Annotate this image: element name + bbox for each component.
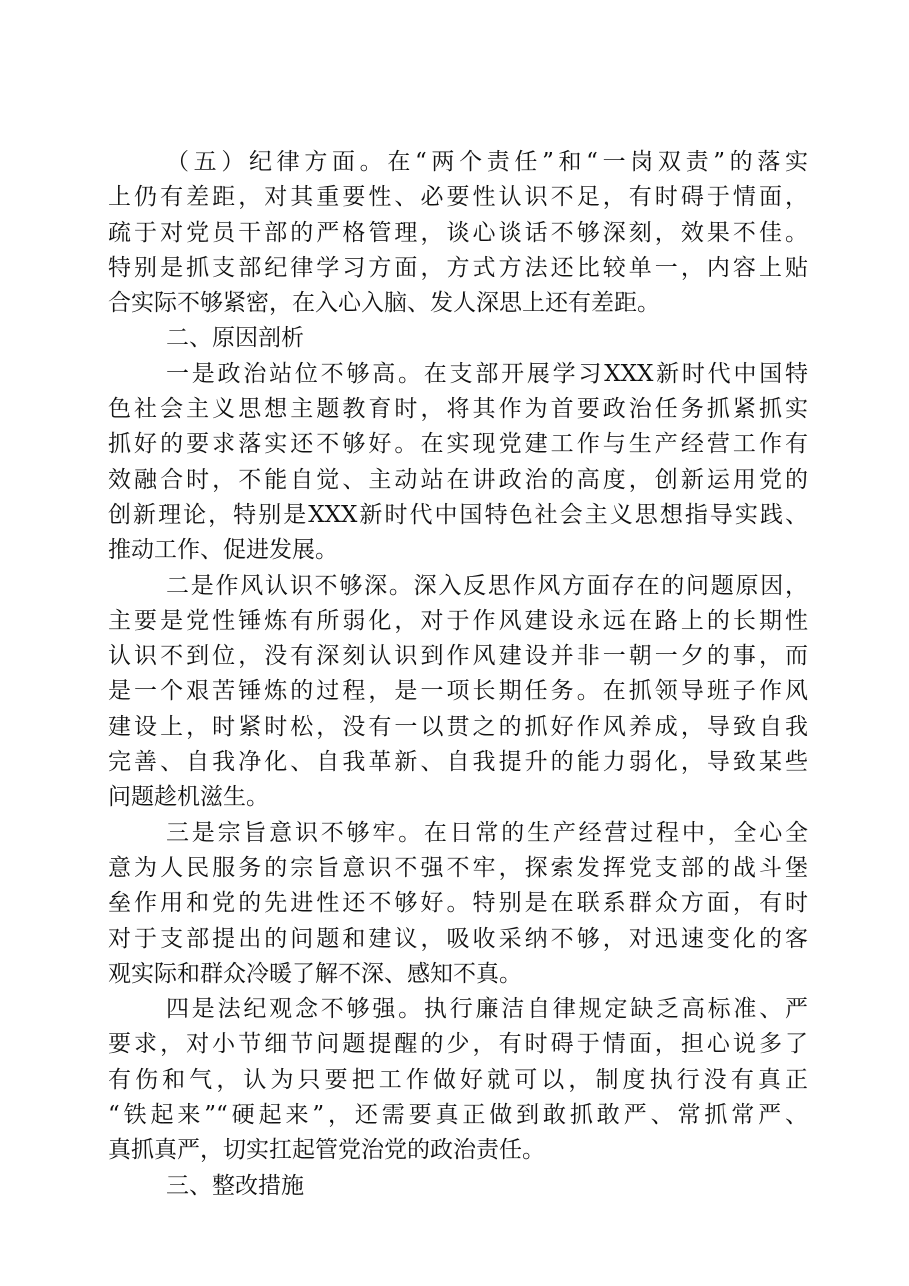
paragraph-work-style bbox=[108, 569, 808, 816]
paragraph-discipline bbox=[108, 145, 808, 321]
section-heading-cause-analysis bbox=[108, 321, 808, 356]
paragraph-law-discipline bbox=[108, 992, 808, 1168]
text-line: 上仍有差距，对其重要性、必要性认识不足，有时碍于情面， bbox=[108, 184, 808, 211]
section-heading-rectification bbox=[108, 1169, 808, 1204]
text-line: 四是法纪观念不够强。执行廉洁自律规定缺乏高标准、严 bbox=[166, 996, 808, 1023]
text-line: 垒作用和党的先进性还不够好。特别是在联系群众方面，有时 bbox=[108, 890, 808, 917]
text-line: 特别是抓支部纪律学习方面，方式方法还比较单一，内容上贴 bbox=[108, 254, 808, 281]
text-line: 效融合时，不能自觉、主动站在讲政治的高度，创新运用党的 bbox=[108, 466, 808, 493]
text-line: 合实际不够紧密，在入心入脑、发人深思上还有差距。 bbox=[108, 290, 660, 317]
text-line: 认识不到位，没有深刻认识到作风建设并非一朝一夕的事，而 bbox=[108, 643, 808, 670]
paragraph-political-stance bbox=[108, 357, 808, 569]
text-line: 色社会主义思想主题教育时，将其作为首要政治任务抓紧抓实 bbox=[108, 396, 808, 423]
text-line: 主要是党性锤炼有所弱化，对于作风建设永远在路上的长期性 bbox=[108, 607, 808, 634]
text-line: 是一个艰苦锤炼的过程，是一项长期任务。在抓领导班子作风 bbox=[108, 678, 808, 705]
text-line: 一是政治站位不够高。在支部开展学习XXX新时代中国特 bbox=[166, 360, 808, 387]
text-line: 要求，对小节细节问题提醒的少，有时碍于情面，担心说多了 bbox=[108, 1031, 808, 1058]
text-line: 对于支部提出的问题和建议，吸收采纳不够，对迅速变化的客 bbox=[108, 925, 808, 952]
heading-text: 二、原因剖析 bbox=[166, 325, 304, 352]
text-line: 完善、自我净化、自我革新、自我提升的能力弱化，导致某些 bbox=[108, 749, 808, 776]
text-line: 推动工作、促进发展。 bbox=[108, 537, 338, 564]
text-line: 二是作风认识不够深。深入反思作风方面存在的问题原因， bbox=[166, 572, 808, 599]
text-line: 有伤和气，认为只要把工作做好就可以，制度执行没有真正 bbox=[108, 1066, 808, 1093]
text-line: 三是宗旨意识不够牢。在日常的生产经营过程中，全心全 bbox=[166, 819, 808, 846]
text-line: 建设上，时紧时松，没有一以贯之的抓好作风养成，导致自我 bbox=[108, 713, 808, 740]
text-line: 意为人民服务的宗旨意识不强不牢，探索发挥党支部的战斗堡 bbox=[108, 854, 808, 881]
text-line: 疏于对党员干部的严格管理，谈心谈话不够深刻，效果不佳。 bbox=[108, 219, 808, 246]
paragraph-purpose-awareness bbox=[108, 816, 808, 992]
text-line: 问题趁机滋生。 bbox=[108, 784, 269, 811]
heading-text: 三、整改措施 bbox=[166, 1172, 304, 1199]
document-body bbox=[108, 145, 808, 1204]
text-line: 创新理论，特别是XXX新时代中国特色社会主义思想指导实践、 bbox=[108, 501, 808, 528]
text-line: （五）纪律方面。在“两个责任”和“一岗双责”的落实 bbox=[166, 149, 808, 175]
text-line: 观实际和群众冷暖了解不深、感知不真。 bbox=[108, 960, 522, 987]
text-line: 真抓真严，切实扛起管党治党的政治责任。 bbox=[108, 1137, 545, 1164]
text-line: 抓好的要求落实还不够好。在实现党建工作与生产经营工作有 bbox=[108, 431, 808, 458]
text-line: “铁起来”“硬起来”，还需要真正做到敢抓敢严、常抓常严、 bbox=[108, 1102, 808, 1129]
